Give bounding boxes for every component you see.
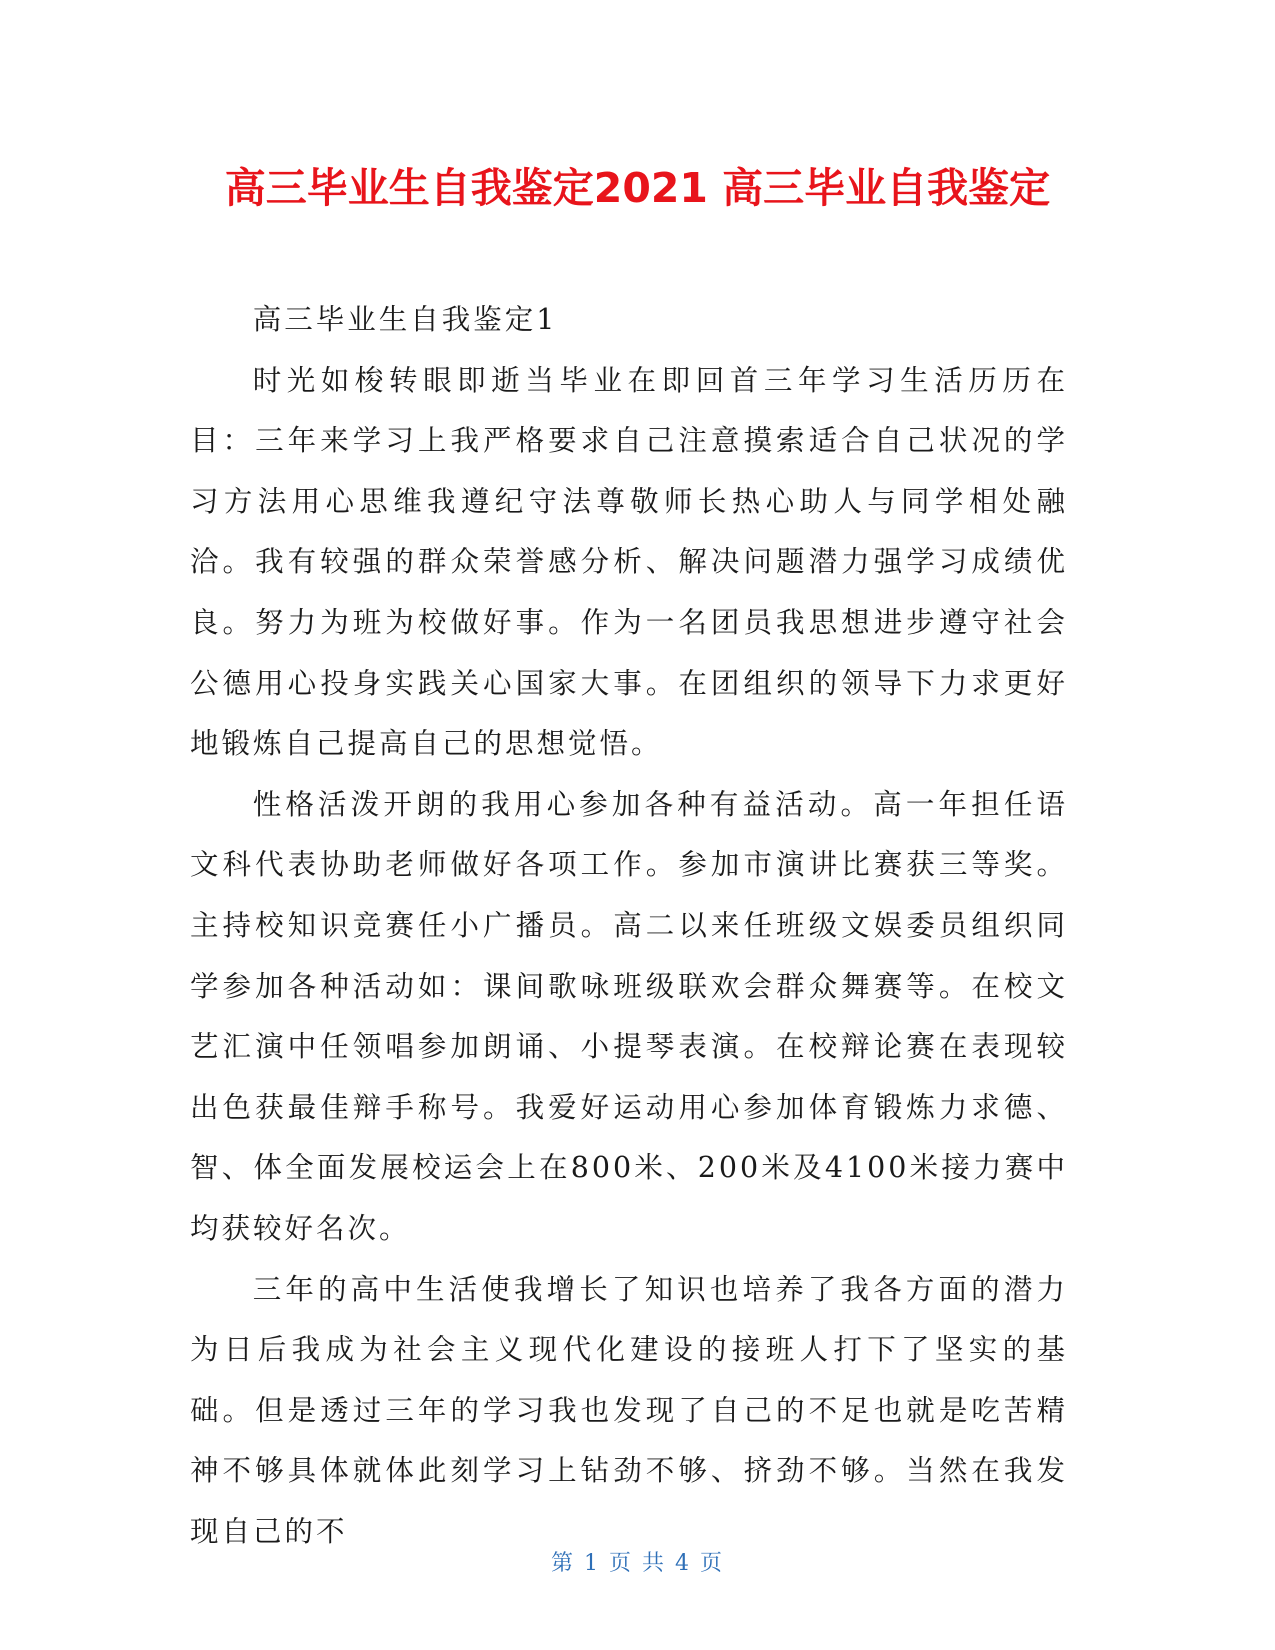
paragraph: 三年的高中生活使我增长了知识也培养了我各方面的潜力为日后我成为社会主义现代化建设的接班人打下了坚实的基础。但是透过三年的学习我也发现了自己的不足也就是吃苦精神不够具体就体此刻学习上钻劲不够、挤劲不够。当然在我发现自己的不 — [190, 1272, 1068, 1548]
document-body — [190, 290, 1068, 1562]
paragraph: 时光如梭转眼即逝当毕业在即回首三年学习生活历历在目：三年来学习上我严格要求自己注意摸索适合自己状况的学习方法用心思维我遵纪守法尊敬师长热心助人与同学相处融洽。我有较强的群众荣誉感分析、解决问题潜力强学习成绩优良。努力为班为校做好事。作为一名团员我思想进步遵守社会公德用心投身实践关心国家大事。在团组织的领导下力求更好地锻炼自己提高自己的思想觉悟。 — [190, 363, 1068, 761]
paragraph: 性格活泼开朗的我用心参加各种有益活动。高一年担任语文科代表协助老师做好各项工作。参加市演讲比赛获三等奖。主持校知识竞赛任小广播员。高二以来任班级文娱委员组织同学参加各种活动如：课间歌咏班级联欢会群众舞赛等。在校文艺汇演中任领唱参加朗诵、小提琴表演。在校辩论赛在表现较出色获最佳辩手称号。我爱好运动用心参加体育锻炼力求德、智、体全面发展校运会上在800米、200米及4100米接力赛中均获较好名次。 — [190, 787, 1068, 1245]
section-heading: 高三毕业生自我鉴定1 — [252, 303, 558, 336]
document-title: 高三毕业生自我鉴定2021 高三毕业自我鉴定 — [224, 164, 1051, 212]
page-number-footer: 第 1 页 共 4 页 — [551, 1551, 724, 1576]
